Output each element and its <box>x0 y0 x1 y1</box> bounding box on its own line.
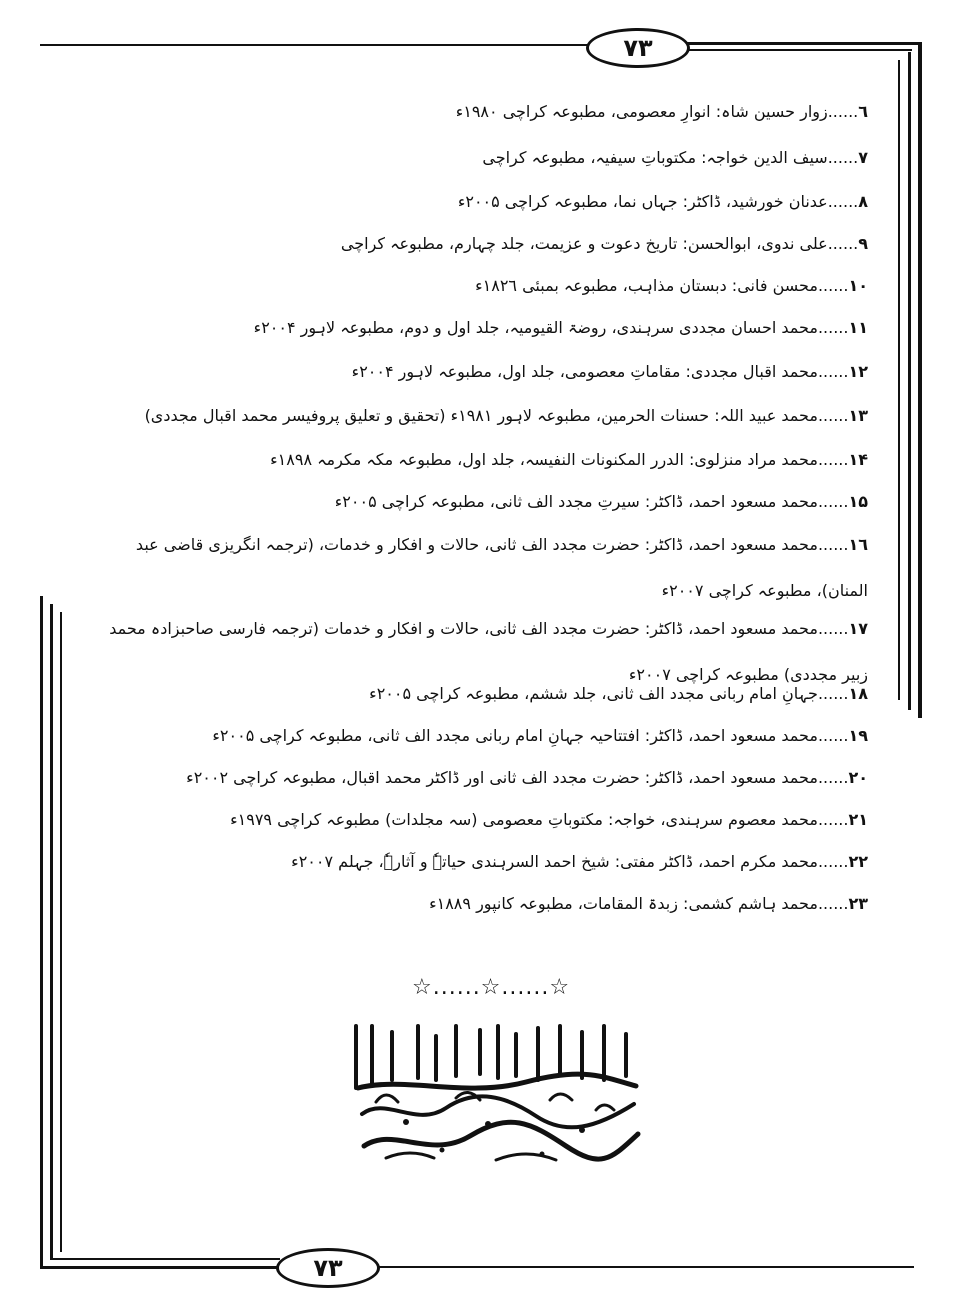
frame-right-outer-line <box>918 42 922 718</box>
reference-number: ۱۸ <box>848 684 868 703</box>
reference-number: ۱۴ <box>848 450 868 469</box>
reference-text: ......محمد مکرم احمد، ڈاکٹر مفتی: شیخ احمد السرہندی حیاتہٗ و آثارہٗ، جہلم ۲۰۰۷ء <box>291 852 849 871</box>
reference-item <box>254 318 868 337</box>
reference-text: ......محمد معصوم سرہندی، خواجہ: مکتوباتِ معصومی (سہ مجلدات) مطبوعہ کراچی ۱۹۷۹ء <box>230 810 849 829</box>
reference-number: ۱۳ <box>848 406 868 425</box>
reference-text: ......محمد اقبال مجددی: مقاماتِ معصومی، جلد اول، مطبوعہ لاہور ۲۰۰۴ء <box>351 362 849 381</box>
reference-number: ۱۷ <box>848 619 868 638</box>
reference-text: ......محمد مسعود احمد، ڈاکٹر: سیرتِ مجدد الف ثانی، مطبوعہ کراچی ۲۰۰۵ء <box>334 492 849 511</box>
page-number-bottom-text: ۷۳ <box>313 1254 343 1282</box>
reference-number: ۲۱ <box>848 810 868 829</box>
frame-right-inner-line <box>908 52 911 710</box>
reference-text: ......محمد مسعود احمد، ڈاکٹر: حضرت مجدد الف ثانی، حالات و افکار و خدمات (ترجمہ فارسی صاحبزادہ محمد زبیر مجددی) مطبوعہ کراچی ۲۰۰۷ء <box>109 619 868 684</box>
frame-bottom-right-line <box>374 1266 914 1268</box>
reference-text: ......محمد ہاشم کشمی: زبدۃ المقامات، مطبوعہ کانپور ۱۸۸۹ء <box>429 894 849 913</box>
reference-number: ۷ <box>858 148 868 167</box>
reference-item <box>145 406 868 425</box>
reference-text: ......سیف الدین خواجہ: مکتوباتِ سیفیہ، مطبوعہ کراچی <box>482 148 859 167</box>
arabic-calligraphy-panel <box>346 1018 648 1166</box>
reference-text: ......محمد مسعود احمد، ڈاکٹر: حضرت مجدد الف ثانی، حالات و افکار و خدمات، (ترجمہ انگریزی قاضی عبد المنان)، مطبوعہ کراچی ۲۰۰۷ء <box>135 535 868 600</box>
reference-item <box>270 450 868 469</box>
reference-number: ٦ <box>858 102 868 121</box>
frame-top-line <box>676 42 920 45</box>
reference-text: ......علی ندوی، ابوالحسن: تاریخ دعوت و عزیمت، جلد چہارم، مطبوعہ کراچی <box>340 234 859 253</box>
reference-item <box>212 726 868 745</box>
reference-item <box>108 522 868 614</box>
reference-text: ......زوار حسین شاہ: انوارِ معصومی، مطبوعہ کراچی ۱۹۸۰ء <box>455 102 859 121</box>
page-number-top <box>586 28 690 68</box>
page-number-bottom <box>276 1248 380 1288</box>
reference-item <box>482 148 868 167</box>
reference-item <box>352 362 868 381</box>
reference-text: ......محمد عبید اللہ: حسنات الحرمین، مطبوعہ لاہور ۱۹۸۱ء (تحقیق و تعلیق پروفیسر محمد اقبال مجددی) <box>144 406 849 425</box>
reference-item <box>335 492 868 511</box>
reference-item <box>186 768 868 787</box>
reference-text: ......عدنان خورشید، ڈاکٹر: جہاں نما، مطبوعہ کراچی ۲۰۰۵ء <box>457 192 859 211</box>
reference-item <box>369 684 868 703</box>
page-number-top-text: ۷۳ <box>623 34 653 62</box>
reference-number: ۹ <box>858 234 868 253</box>
frame-top-left-line <box>40 44 588 46</box>
reference-number: ۱۵ <box>848 492 868 511</box>
reference-item <box>429 894 868 913</box>
frame-bottom-line-inner <box>50 1258 280 1260</box>
reference-number: ۱۲ <box>848 362 868 381</box>
reference-item <box>291 852 868 871</box>
frame-left-outer-line <box>40 596 43 1268</box>
reference-number: ۱۰ <box>848 276 868 295</box>
reference-item <box>456 102 868 121</box>
reference-number: ۱۹ <box>848 726 868 745</box>
reference-text: ......محمد مسعود احمد، ڈاکٹر: حضرت مجدد الف ثانی اور ڈاکٹر محمد اقبال، مطبوعہ کراچی ۲۰۰۲ء <box>186 768 849 787</box>
reference-number: ۱٦ <box>848 535 868 554</box>
reference-item <box>458 192 868 211</box>
frame-left-inner-line <box>50 604 53 1260</box>
star-ornament: ☆......☆......☆ <box>412 975 571 1000</box>
reference-item <box>341 234 868 253</box>
frame-bottom-line <box>40 1266 280 1269</box>
reference-number: ۲۳ <box>848 894 868 913</box>
frame-left-third-line <box>60 612 62 1252</box>
reference-text: ......محسن فانی: دبستان مذاہب، مطبوعہ بمبئی ۱۸۲٦ء <box>475 276 849 295</box>
reference-number: ۲۰ <box>848 768 868 787</box>
reference-number: ۲۲ <box>848 852 868 871</box>
reference-text: ......محمد مسعود احمد، ڈاکٹر: افتتاحیہ جہانِ امام ربانی مجدد الف ثانی، مطبوعہ کراچی ۲۰۰۵ء <box>212 726 849 745</box>
frame-top-line-inner <box>676 49 912 51</box>
reference-number: ۱۱ <box>848 318 868 337</box>
reference-number: ۸ <box>858 192 868 211</box>
frame-right-third-line <box>898 60 900 700</box>
reference-item <box>230 810 868 829</box>
reference-text: ......محمد مراد منزلوی: الدرر المکنونات النفیسہ، جلد اول، مطبوعہ مکہ مکرمہ ۱۸۹۸ء <box>270 450 849 469</box>
reference-text: ......محمد احسان مجددی سرہندی، روضۃ القیومیہ، جلد اول و دوم، مطبوعہ لاہور ۲۰۰۴ء <box>253 318 849 337</box>
reference-item <box>475 276 868 295</box>
reference-text: ......جہانِ امام ربانی مجدد الف ثانی، جلد ششم، مطبوعہ کراچی ۲۰۰۵ء <box>369 684 849 703</box>
